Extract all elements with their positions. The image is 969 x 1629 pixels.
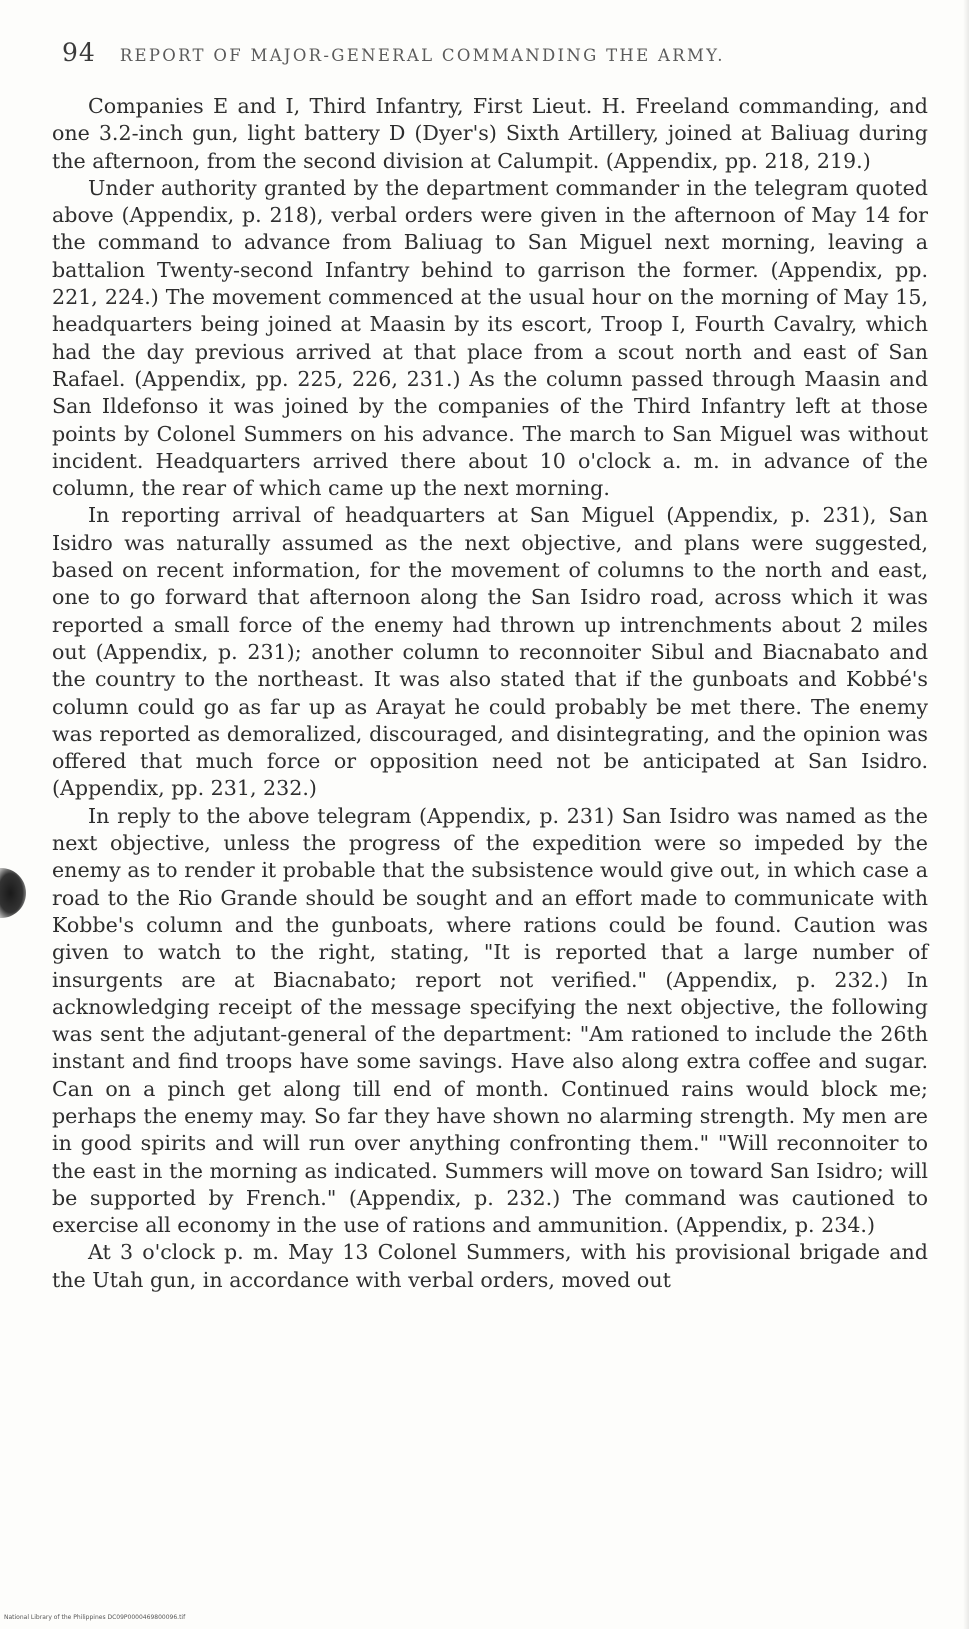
running-head: REPORT OF MAJOR-GENERAL COMMANDING THE ARMY. xyxy=(119,46,725,65)
paragraph: In reporting arrival of headquarters at San Miguel (Appendix, p. 231), San Isidro was naturally assumed as the next objective, and plans were suggested, based on recent information, for the movement of columns to the north and east, one to go forward that afternoon along the San Isidro road, across which it was reported a small force of the enemy had thrown up intrenchments about 2 miles out (Appendix, p. 231); another column to reconnoiter Sibul and Biacnabato and the country to the northeast. It was also stated that if the gunboats and Kobbé's column could go as far up as Arayat he could probably be met there. The enemy was reported as demoralized, discouraged, and disintegrating, and the opinion was offered that much force or opposition need not be anticipated at San Isidro. (Appendix, pp. 231, 232.) xyxy=(52,503,928,801)
paragraph: Companies E and I, Third Infantry, First Lieut. H. Freeland commanding, and one 3.2-inch gun, light battery D (Dyer's) Sixth Artillery, joined at Baliuag during the afternoon, from the second division at Calumpit. (Appendix, pp. 218, 219.) xyxy=(52,94,928,173)
scan-credit: National Library of the Philippines DC09P0000469800096.tif xyxy=(4,1614,186,1621)
body-text xyxy=(52,93,928,1294)
page-header xyxy=(62,38,862,78)
paragraph: Under authority granted by the department commander in the telegram quoted above (Appendix, p. 218), verbal orders were given in the afternoon of May 14 for the command to advance from Baliuag to San Miguel next morning, leaving a battalion Twenty-second Infantry behind to garrison the former. (Appendix, pp. 221, 224.) The movement commenced at the usual hour on the morning of May 15, headquarters being joined at Maasin by its escort, Troop I, Fourth Cavalry, which had the day previous arrived at that place from a scout north and east of San Rafael. (Appendix, pp. 225, 226, 231.) As the column passed through Maasin and San Ildefonso it was joined by the companies of the Third Infantry left at those points by Colonel Summers on his advance. The march to San Miguel was without incident. Headquarters arrived there about 10 o'clock a. m. in advance of the column, the rear of which came up the next morning. xyxy=(52,175,928,501)
page-number: 94 xyxy=(62,38,96,67)
paragraph: At 3 o'clock p. m. May 13 Colonel Summers, with his provisional brigade and the Utah gun, in accordance with verbal orders, moved out xyxy=(52,1240,928,1292)
margin-ink-blot xyxy=(0,868,26,918)
paragraph: In reply to the above telegram (Appendix, p. 231) San Isidro was named as the next objective, unless the progress of the expedition were so impeded by the enemy as to render it probable that the subsistence would give out, in which case a road to the Rio Grande should be sought and an effort made to communicate with Kobbe's column and the gunboats, where rations could be found. Caution was given to watch to the right, stating, "It is reported that a large number of insurgents are at Biacnabato; report not verified." (Appendix, p. 232.) In acknowledging receipt of the message specifying the next objective, the following was sent the adjutant-general of the department: "Am rationed to include the 26th instant and find troops have some savings. Have also along extra coffee and sugar. Can on a pinch get along till end of month. Continued rains would block me; perhaps the enemy may. So far they have shown no alarming strength. My men are in good spirits and will run over anything confronting them." "Will reconnoiter to the east in the morning as indicated. Summers will move on toward San Isidro; will be supported by French." (Appendix, p. 232.) The command was cautioned to exercise all economy in the use of rations and ammunition. (Appendix, p. 234.) xyxy=(52,803,928,1238)
page-edge-shadow xyxy=(963,0,969,1629)
